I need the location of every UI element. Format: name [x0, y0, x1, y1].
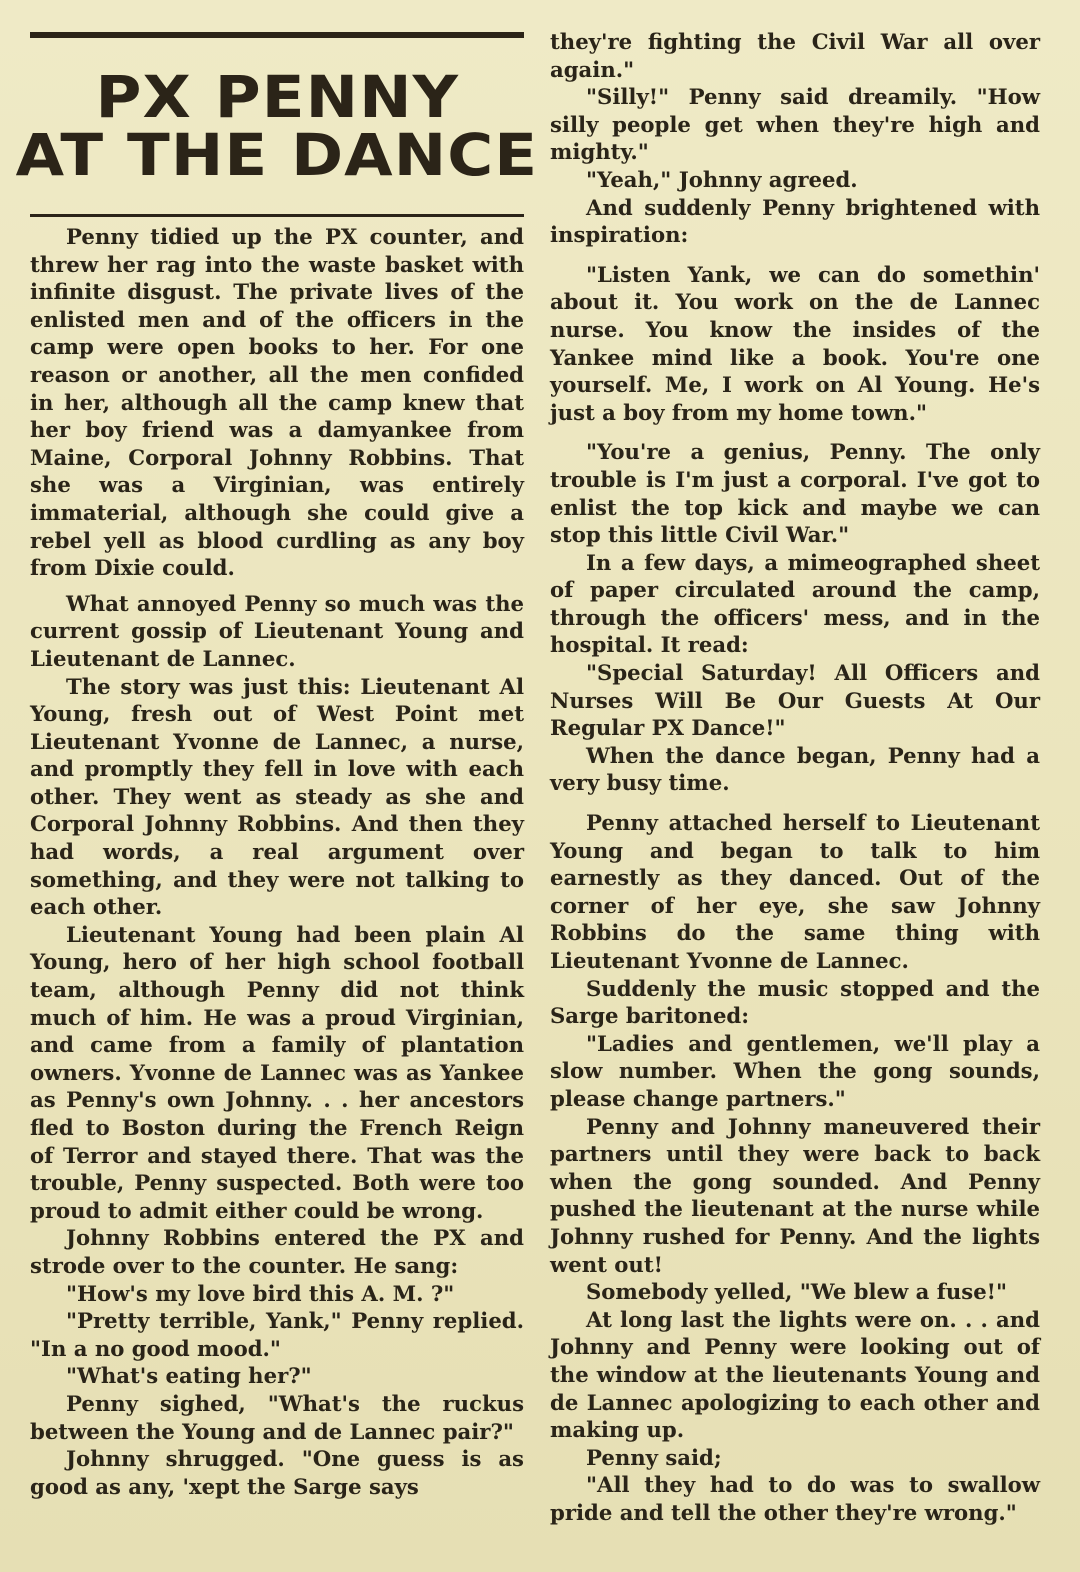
- paragraph: Somebody yelled, "We blew a fuse!": [586, 1279, 1008, 1305]
- paragraph: "Pretty terrible, Yank," Penny replied. "In a no good mood.": [30, 1308, 524, 1361]
- paragraph: Penny said;: [586, 1444, 722, 1470]
- paragraph: And suddenly Penny brightened with inspiration:: [550, 194, 1040, 248]
- title-line-2: AT THE DANCE: [15, 121, 539, 189]
- paragraph: Penny attached herself to Lieutenant Young and began to talk to him earnestly as they danced. Out of the corner of her eye, she saw Johnny Robbins do the same thing with Lieutenant Yvonne de Lannec.: [550, 810, 1040, 973]
- paragraph: they're fighting the Civil War all over again.": [550, 29, 1040, 82]
- paragraph: "All they had to do was to swallow pride and tell the other they're wrong.": [550, 1472, 1040, 1525]
- paragraph: Penny tidied up the PX counter, and threw her rag into the waste basket with infinite disgust. The private lives of the enlisted men and of the officers in the camp were open books to her. For one reason or another, all the men confided in her, although all the camp knew that her boy friend was a damyankee from Maine, Corporal Johnny Robbins. That she was a Virginian, was entirely immaterial, although she could give a rebel yell as blood curdling as any boy from Dixie could.: [30, 224, 524, 581]
- paragraph: Penny and Johnny maneuvered their partners until they were back to back when the gong sounded. And Penny pushed the lieutenant at the nurse while Johnny rushed for Penny. And the lights went out!: [550, 1113, 1040, 1277]
- paragraph: When the dance began, Penny had a very busy time.: [550, 742, 1040, 796]
- story-title: [15, 38, 539, 217]
- paragraph: In a few days, a mimeographed sheet of paper circulated around the camp, through the officers' mess, and in the hospital. It read:: [550, 549, 1040, 658]
- paragraph: "How's my love bird this A. M. ?": [66, 1280, 455, 1306]
- paragraph: Penny sighed, "What's the ruckus between the Young and de Lannec pair?": [30, 1390, 524, 1444]
- right-column: [550, 28, 1040, 1558]
- paragraph: "Yeah," Johnny agreed.: [586, 166, 858, 192]
- paragraph: "What's eating her?": [66, 1363, 312, 1389]
- paragraph: What annoyed Penny so much was the current gossip of Lieutenant Young and Lieutenant de Lannec.: [30, 590, 524, 671]
- paragraph: Johnny Robbins entered the PX and strode over to the counter. He sang:: [30, 1225, 524, 1278]
- paragraph: "Ladies and gentlemen, we'll play a slow number. When the gong sounds, please change partners.": [550, 1030, 1040, 1111]
- paragraph: Johnny shrugged. "One guess is as good as any, 'xept the Sarge says: [30, 1446, 524, 1499]
- title-line-1: PX PENNY: [95, 63, 459, 131]
- paragraph: Lieutenant Young had been plain Al Young, hero of her high school football team, although Penny did not think much of him. He was a proud Virginian, and came from a family of plantation owners. Yvonne de Lannec was as Yankee as Penny's own Johnny. . . her ancestors fled to Boston during the French Reign of Terror and stayed there. That was the trouble, Penny suspected. Both were too proud to admit either could be wrong.: [30, 921, 524, 1223]
- paragraph: At long last the lights were on. . . and Johnny and Penny were looking out of the window at the lieutenants Young and de Lannec apologizing to each other and making up.: [550, 1306, 1040, 1443]
- paragraph: "Listen Yank, we can do somethin' about it. You work on the de Lannec nurse. You know the insides of the Yankee mind like a book. You're one yourself. Me, I work on Al Young. He's just a boy from my home town.": [550, 261, 1040, 425]
- paragraph: The story was just this: Lieutenant Al Young, fresh out of West Point met Lieutenant Yvonne de Lannec, a nurse, and promptly they fell in love with each other. They went as steady as she and Corporal Johnny Robbins. And then they had words, a real argument over something, and they were not talking to each other.: [30, 673, 524, 920]
- paragraph: Suddenly the music stopped and the Sarge baritoned:: [550, 975, 1040, 1029]
- paragraph: "Special Saturday! All Officers and Nurses Will Be Our Guests At Our Regular PX Dance!": [550, 660, 1040, 741]
- paragraph: "You're a genius, Penny. The only trouble is I'm just a corporal. I've got to enlist the top kick and maybe we can stop this little Civil War.": [550, 439, 1040, 548]
- paragraph: "Silly!" Penny said dreamily. "How silly people get when they're high and mighty.": [550, 84, 1040, 165]
- left-column: [15, 28, 539, 1558]
